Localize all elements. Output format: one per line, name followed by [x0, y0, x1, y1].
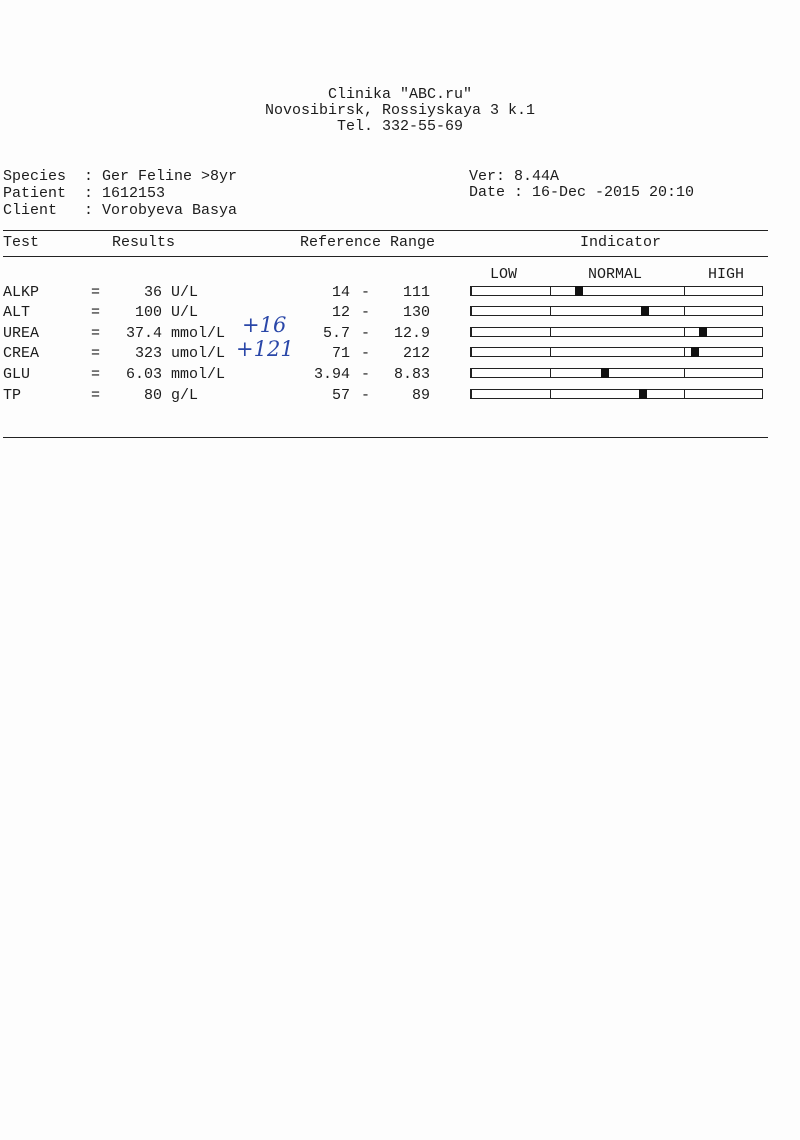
client-value: : Vorobyeva Basya — [84, 202, 238, 219]
species-label: Species — [3, 168, 67, 185]
indicator-normal-label: NORMAL — [588, 266, 643, 283]
table-top-rule — [3, 230, 768, 231]
ref-low: 3.94 — [313, 366, 350, 383]
result-unit: mmol/L — [171, 325, 226, 342]
result-value: 80 — [143, 387, 162, 404]
table-row-alt — [0, 304, 800, 324]
ref-high: 212 — [402, 345, 430, 362]
result-unit: U/L — [171, 304, 199, 321]
indicator-bar — [470, 306, 763, 316]
result-value: 323 — [134, 345, 162, 362]
table-row-glu — [0, 366, 800, 386]
result-unit: mmol/L — [171, 366, 226, 383]
result-value: 36 — [143, 284, 162, 301]
ref-low: 5.7 — [322, 325, 350, 342]
table-bottom-rule — [3, 437, 768, 438]
client-label: Client — [3, 202, 58, 219]
table-row-crea — [0, 345, 800, 365]
ref-high: 130 — [402, 304, 430, 321]
test-name: UREA — [3, 325, 40, 342]
result-value: 37.4 — [125, 325, 162, 342]
equals-sign: = — [91, 366, 101, 383]
test-name: ALKP — [3, 284, 40, 301]
header-reference: Reference Range — [300, 234, 436, 251]
table-header-rule — [3, 256, 768, 257]
indicator-marker — [575, 286, 583, 296]
clinic-phone: Tel. 332-55-69 — [336, 118, 464, 135]
software-version: Ver: 8.44A — [469, 168, 560, 185]
header-test: Test — [3, 234, 40, 251]
table-row-alkp — [0, 284, 800, 304]
ref-dash: - — [361, 387, 371, 404]
ref-high: 12.9 — [393, 325, 430, 342]
ref-high: 111 — [402, 284, 430, 301]
equals-sign: = — [91, 345, 101, 362]
indicator-bar — [470, 389, 763, 399]
test-name: CREA — [3, 345, 40, 362]
ref-high: 89 — [411, 387, 430, 404]
ref-low: 57 — [331, 387, 350, 404]
ref-dash: - — [361, 304, 371, 321]
report-date: Date : 16-Dec -2015 20:10 — [469, 184, 695, 201]
indicator-high-label: HIGH — [708, 266, 745, 283]
result-value: 100 — [134, 304, 162, 321]
header-indicator: Indicator — [580, 234, 662, 251]
patient-label: Patient — [3, 185, 67, 202]
ref-low: 71 — [331, 345, 350, 362]
ref-dash: - — [361, 345, 371, 362]
ref-dash: - — [361, 284, 371, 301]
equals-sign: = — [91, 304, 101, 321]
ref-low: 12 — [331, 304, 350, 321]
result-unit: umol/L — [171, 345, 226, 362]
test-name: GLU — [3, 366, 31, 383]
indicator-low-label: LOW — [490, 266, 518, 283]
indicator-bar — [470, 327, 763, 337]
indicator-marker — [641, 306, 649, 316]
ref-dash: - — [361, 325, 371, 342]
ref-dash: - — [361, 366, 371, 383]
ref-high: 8.83 — [393, 366, 430, 383]
equals-sign: = — [91, 387, 101, 404]
clinic-address: Novosibirsk, Rossiyskaya 3 k.1 — [264, 102, 536, 119]
species-value: : Ger Feline >8yr — [84, 168, 238, 185]
ref-low: 14 — [331, 284, 350, 301]
table-row-urea — [0, 325, 800, 345]
test-name: TP — [3, 387, 22, 404]
test-name: ALT — [3, 304, 31, 321]
indicator-bar — [470, 347, 763, 357]
indicator-marker — [691, 347, 699, 357]
indicator-bar — [470, 286, 763, 296]
header-results: Results — [112, 234, 176, 251]
patient-value: : 1612153 — [84, 185, 166, 202]
equals-sign: = — [91, 284, 101, 301]
indicator-marker — [601, 368, 609, 378]
table-row-tp — [0, 387, 800, 407]
handwritten-crea-note: +121 — [236, 337, 294, 361]
indicator-marker — [699, 327, 707, 337]
indicator-bar — [470, 368, 763, 378]
clinic-name: Clinika "ABC.ru" — [327, 86, 473, 103]
result-value: 6.03 — [125, 366, 162, 383]
result-unit: g/L — [171, 387, 199, 404]
result-unit: U/L — [171, 284, 199, 301]
handwritten-urea-note: +16 — [242, 313, 287, 337]
equals-sign: = — [91, 325, 101, 342]
indicator-marker — [639, 389, 647, 399]
